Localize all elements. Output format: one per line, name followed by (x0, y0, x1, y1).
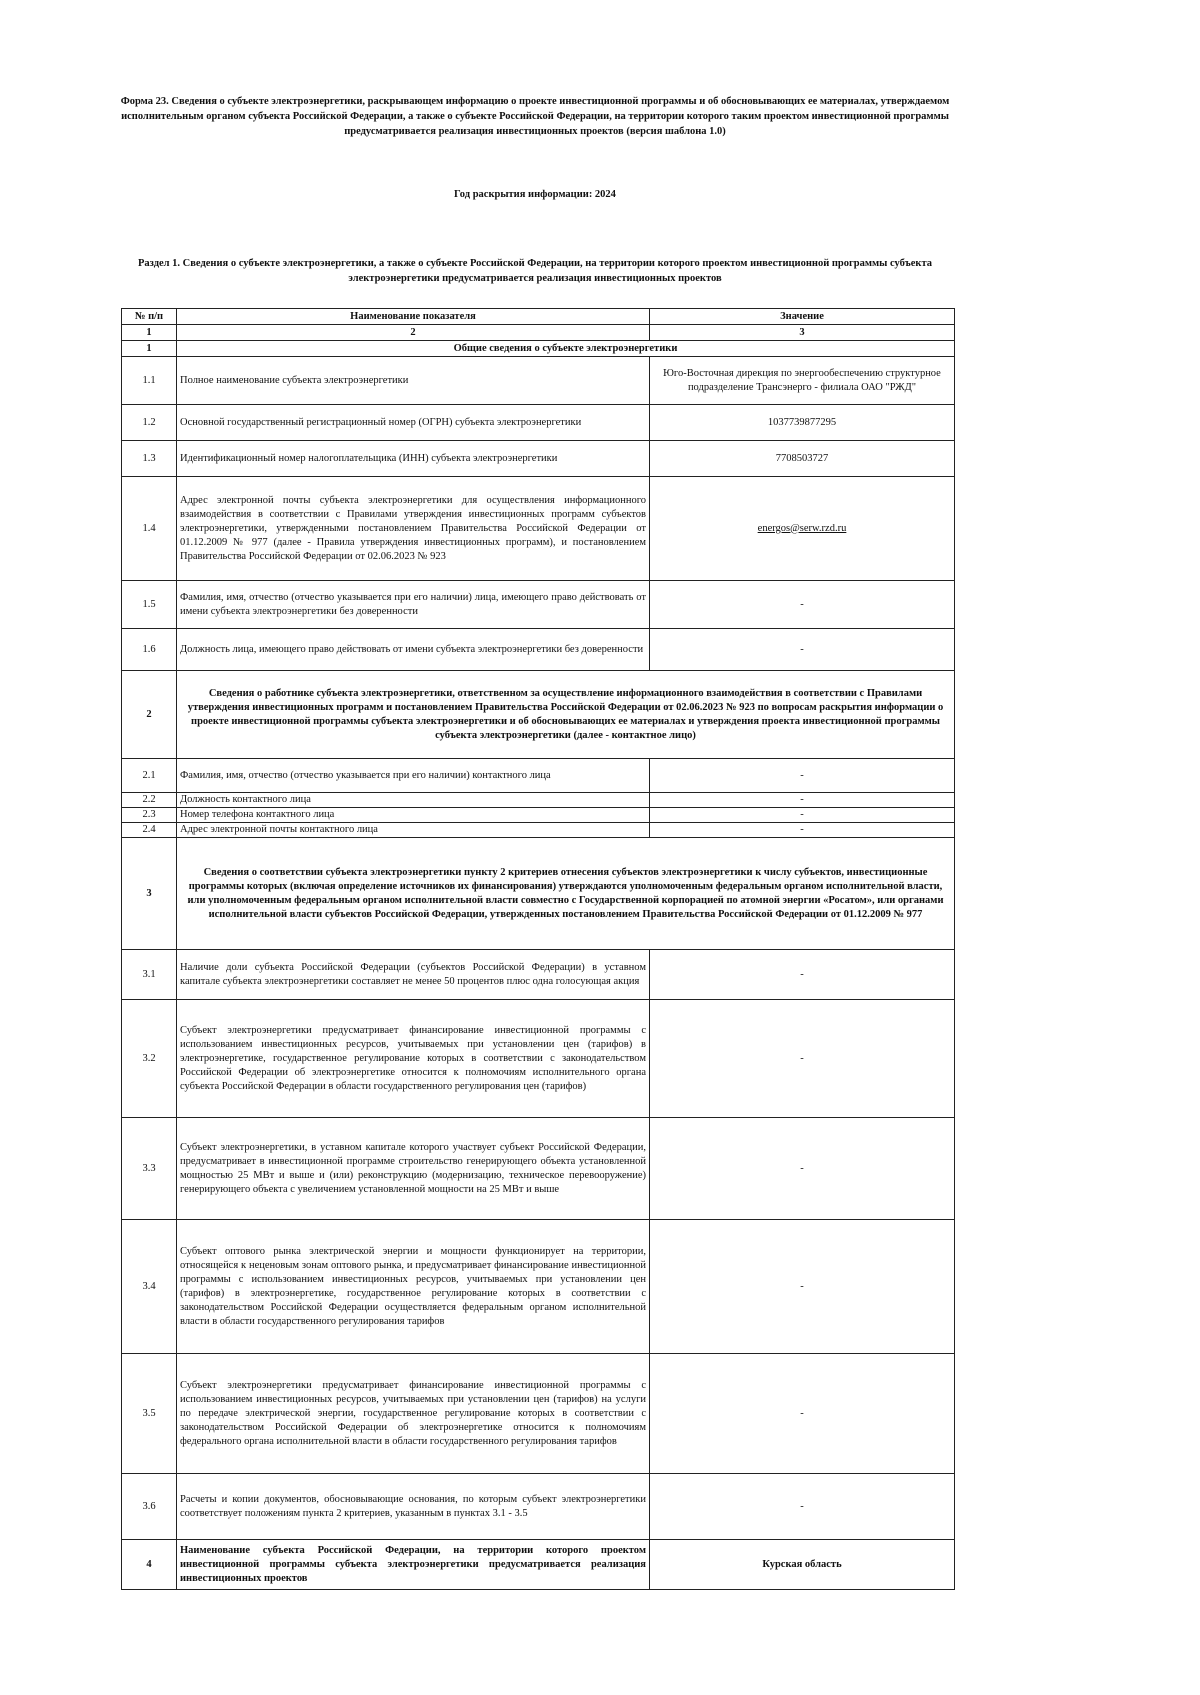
indicator-value: - (650, 950, 955, 1000)
table-row (122, 823, 955, 838)
row-number: 3 (122, 838, 177, 950)
indicator-name: Идентификационный номер налогоплательщика (ИНН) субъекта электроэнергетики (177, 441, 650, 477)
column-number-2: 2 (177, 325, 650, 341)
info-table (121, 308, 955, 1590)
table-row (122, 759, 955, 793)
group-title: Общие сведения о субъекте электроэнергетики (177, 341, 955, 357)
table-row (122, 1220, 955, 1354)
row-number: 2 (122, 671, 177, 759)
table-row (122, 950, 955, 1000)
indicator-value: - (650, 759, 955, 793)
header-value: Значение (650, 309, 955, 325)
table-row (122, 793, 955, 808)
indicator-value: - (650, 1354, 955, 1474)
table-row (122, 838, 955, 950)
table-row (122, 1540, 955, 1590)
indicator-name: Субъект оптового рынка электрической энергии и мощности функционирует на территории, относящейся к неценовым зонам оптового рынка, и предусматривает финансирование инвестиционной программы с использованием инвестиционных ресурсов, учитываемых при установлении цен (тарифов) в электроэнергетике, государственное регулирование которых в соответствии с законодательством Российской Федерации осуществляется федеральным органом исполнительной власти в области государственного регулирования тарифов (177, 1220, 650, 1354)
table-row (122, 808, 955, 823)
indicator-value: Курская область (650, 1540, 955, 1590)
indicator-name: Адрес электронной почты субъекта электроэнергетики для осуществления информационного взаимодействия в соответствии с Правилами утверждения инвестиционных программ субъектов электроэнергетики, утвержденными постановлением Правительства Российской Федерации от 01.12.2009 № 977 (далее - Правила утверждения инвестиционных программ), и постановлением Правительства Российской Федерации от 02.06.2023 № 923 (177, 477, 650, 581)
row-number: 1.4 (122, 477, 177, 581)
indicator-value: - (650, 1118, 955, 1220)
form-title: Форма 23. Сведения о субъекте электроэнергетики, раскрывающем информацию о проекте инвестиционной программы и об обосновывающих ее материалах, утверждаемом исполнительным органом субъекта Российской Федерации, а также о субъекте Российской Федерации, на территории которого таким проектом инвестиционной программы предусматривается реализация инвестиционных проектов (версия шаблона 1.0) (120, 96, 950, 137)
indicator-name: Субъект электроэнергетики, в уставном капитале которого участвует субъект Российской Федерации, предусматривает в инвестиционной программе строительство генерирующего объекта установленной мощностью 25 МВт и выше и (или) реконструкцию (модернизацию, техническое перевооружение) генерирующего объекта с увеличением установленной мощности на 25 МВт и выше (177, 1118, 650, 1220)
indicator-value: - (650, 1474, 955, 1540)
indicator-name: Фамилия, имя, отчество (отчество указывается при его наличии) лица, имеющего право действовать от имени субъекта электроэнергетики без доверенности (177, 581, 650, 629)
table-row (122, 671, 955, 759)
section-title: Раздел 1. Сведения о субъекте электроэнергетики, а также о субъекте Российской Федерации, на территории которого проектом инвестиционной программы субъекта электроэнергетики предусматривается реализация инвестиционных проектов (138, 258, 932, 284)
column-number-1: 1 (122, 325, 177, 341)
indicator-value: 7708503727 (650, 441, 955, 477)
table-row (122, 1354, 955, 1474)
row-number: 1.2 (122, 405, 177, 441)
indicator-name: Наличие доли субъекта Российской Федерации (субъектов Российской Федерации) в уставном капитале субъекта электроэнергетики составляет не менее 50 процентов плюс одна голосующая акция (177, 950, 650, 1000)
row-number: 2.2 (122, 793, 177, 808)
indicator-value: Юго-Восточная дирекция по энергообеспечению структурное подразделение Трансэнерго - филиала ОАО "РЖД" (650, 357, 955, 405)
indicator-name: Наименование субъекта Российской Федерации, на территории которого проектом инвестиционной программы субъекта электроэнергетики предусматривается реализация инвестиционных проектов (177, 1540, 650, 1590)
indicator-name: Адрес электронной почты контактного лица (177, 823, 650, 838)
header-indicator: Наименование показателя (177, 309, 650, 325)
disclosure-year: Год раскрытия информации: 2024 (454, 189, 616, 200)
row-number: 3.3 (122, 1118, 177, 1220)
row-number: 3.6 (122, 1474, 177, 1540)
indicator-name: Фамилия, имя, отчество (отчество указывается при его наличии) контактного лица (177, 759, 650, 793)
group-title: Сведения о работнике субъекта электроэнергетики, ответственном за осуществление информационного взаимодействия в соответствии с Правилами утверждения инвестиционных программ и постановлением Правительства Российской Федерации от 02.06.2023 № 923 по вопросам раскрытия информации о проекте инвестиционной программы субъекта электроэнергетики и об обосновывающих ее материалах и утверждения проекта инвестиционной программы субъекта электроэнергетики (далее - контактное лицо) (177, 671, 955, 759)
row-number: 3.2 (122, 1000, 177, 1118)
indicator-value: - (650, 793, 955, 808)
table-header-row (122, 309, 955, 325)
indicator-value: - (650, 1000, 955, 1118)
header-number: № п/п (122, 309, 177, 325)
group-title: Сведения о соответствии субъекта электроэнергетики пункту 2 критериев отнесения субъектов электроэнергетики к числу субъектов, инвестиционные программы которых (включая определение источников их финансирования) утверждаются уполномоченным федеральным органом исполнительной власти, или уполномоченным федеральным органом исполнительной власти совместно с Государственной корпорацией по атомной энергии «Росатом», или органами исполнительной власти субъектов Российской Федерации, утвержденных постановлением Правительства Российской Федерации от 01.12.2009 № 977 (177, 838, 955, 950)
row-number: 2.3 (122, 808, 177, 823)
indicator-value: - (650, 581, 955, 629)
table-row (122, 1000, 955, 1118)
indicator-name: Субъект электроэнергетики предусматривает финансирование инвестиционной программы с использованием инвестиционных ресурсов, учитываемых при установлении цен (тарифов) в электроэнергетике, государственное регулирование которых в соответствии с законодательством Российской Федерации об электроэнергетике относится к полномочиям исполнительного органа субъекта Российской Федерации в области государственного регулирования цен (тарифов) (177, 1000, 650, 1118)
indicator-name: Субъект электроэнергетики предусматривает финансирование инвестиционной программы с использованием инвестиционных ресурсов, учитываемых при установлении цен (тарифов) на услуги по передаче электрической энергии, государственное регулирование которых в соответствии с законодательством Российской Федерации об электроэнергетике относится к полномочиям федерального органа исполнительной власти в области государственного регулирования тарифов (177, 1354, 650, 1474)
table-row (122, 581, 955, 629)
indicator-name: Должность контактного лица (177, 793, 650, 808)
column-number-3: 3 (650, 325, 955, 341)
indicator-name: Должность лица, имеющего право действовать от имени субъекта электроэнергетики без доверенности (177, 629, 650, 671)
row-number: 4 (122, 1540, 177, 1590)
row-number: 1.5 (122, 581, 177, 629)
indicator-name: Полное наименование субъекта электроэнергетики (177, 357, 650, 405)
row-number: 1.3 (122, 441, 177, 477)
indicator-value: - (650, 823, 955, 838)
table-row (122, 357, 955, 405)
indicator-value: - (650, 1220, 955, 1354)
row-number: 2.4 (122, 823, 177, 838)
row-number: 2.1 (122, 759, 177, 793)
table-row (122, 341, 955, 357)
indicator-name: Расчеты и копии документов, обосновывающие основания, по которым субъект электроэнергетики соответствует положениям пункта 2 критериев, указанным в пунктах 3.1 - 3.5 (177, 1474, 650, 1540)
row-number: 3.5 (122, 1354, 177, 1474)
table-row (122, 405, 955, 441)
row-number: 1 (122, 341, 177, 357)
indicator-value: - (650, 808, 955, 823)
row-number: 3.1 (122, 950, 177, 1000)
table-column-numbers-row (122, 325, 955, 341)
row-number: 3.4 (122, 1220, 177, 1354)
table-row (122, 477, 955, 581)
indicator-value: 1037739877295 (650, 405, 955, 441)
row-number: 1.6 (122, 629, 177, 671)
indicator-value: - (650, 629, 955, 671)
table-row (122, 1474, 955, 1540)
indicator-name: Номер телефона контактного лица (177, 808, 650, 823)
row-number: 1.1 (122, 357, 177, 405)
table-row (122, 629, 955, 671)
email-link[interactable]: energos@serw.rzd.ru (757, 522, 847, 534)
table-row (122, 441, 955, 477)
indicator-name: Основной государственный регистрационный номер (ОГРН) субъекта электроэнергетики (177, 405, 650, 441)
table-row (122, 1118, 955, 1220)
